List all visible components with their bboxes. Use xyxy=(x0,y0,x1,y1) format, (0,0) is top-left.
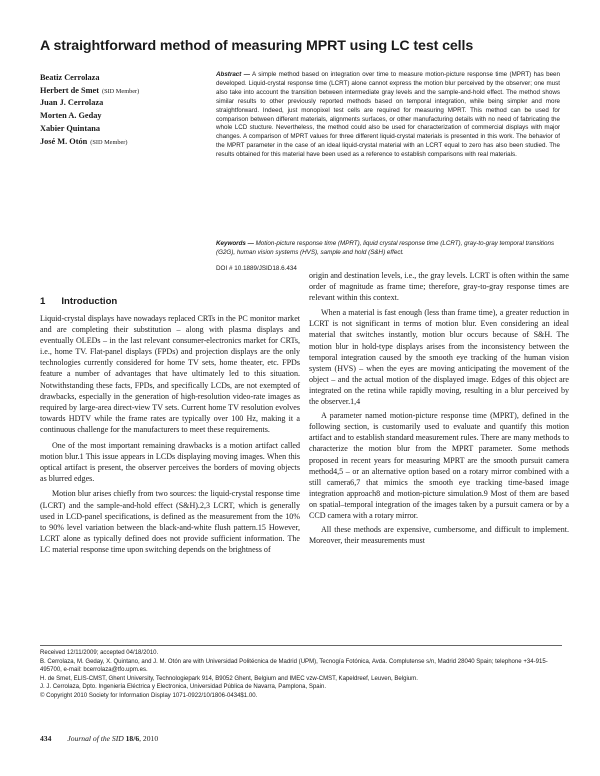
footnote: © Copyright 2010 Society for Information Display 1071-0922/10/1806-0434$1.00. xyxy=(40,692,258,699)
page-number: 434 xyxy=(40,734,52,743)
author-list xyxy=(40,72,210,148)
footnote: J. J. Cerrolaza, Dpto. Ingeniería Eléctrica y Electronica, Universidad Pública de Navarra, Pamplona, Spain. xyxy=(40,684,327,691)
footnote: B. Cerrolaza, M. Geday, X. Quintano, and J. M. Otón are with Universidad Politécnica de Madrid (UPM), Tecnogía Fotónica, Avda. Complutense s/n, Madrid 28040 Spain; telephone +34-915-495700, e-mail: bcerrolaza@tfo.upm.es. xyxy=(40,658,548,674)
paragraph: Motion blur arises chiefly from two sources: the liquid-crystal response time (LCRT) and the sample-and-hold effect (S&H).2,3 LCRT, which is generally used in LCD-panel specifications, is defined as the measurement from the 10% to 90% level variation between the black-and-white flush pattern.15 However, LCRT alone as typically defined does not provide sufficient information. The LC material response time upon switching depends on the brightness of xyxy=(40,489,300,554)
section-title: Introduction xyxy=(61,296,118,307)
journal-volume: 18/6 xyxy=(125,734,140,743)
abstract xyxy=(216,71,560,160)
keywords-label: Keywords — xyxy=(216,240,254,247)
author: José M. Otón (SID Member) xyxy=(40,136,128,146)
footnote: Received 12/11/2009; accepted 04/18/2010. xyxy=(40,650,159,656)
doi: DOI # 10.1889/JSID18.6.434 xyxy=(216,265,297,272)
left-column xyxy=(40,296,300,555)
paragraph: When a material is fast enough (less than frame time), a greater reduction in LCRT is not significant in terms of motion blur. Even considering an ideal material that switches instantly, motion blur occurs because of S&H. The motion blur in hold-type displays arises from the inconsistency between the temporal integration caused by the smooth eye tracking of the human vision system (HVS) – when the eyes are moving anticipating the movement of the object – and the actual motion of the displayed image. Edges of this object are integrated on the retina while rapidly moving, resulting in a blur perceived by the observer.1,4 xyxy=(309,308,569,407)
author: Juan J. Cerrolaza xyxy=(40,98,104,108)
right-column xyxy=(309,270,569,546)
section-heading xyxy=(40,296,300,307)
paper-title: A straightforward method of measuring MPRT using LC test cells xyxy=(40,38,474,54)
keywords xyxy=(216,240,560,258)
author: Beatiz Cerrolaza xyxy=(40,73,100,82)
abstract-label: Abstract — xyxy=(216,71,250,78)
footnotes xyxy=(40,645,562,701)
footnote: H. de Smet, ELIS-CMST, Ghent University, Technologiepark 914, B9052 Ghent, Belgium and IMEC vzw-CMST, Kapeldreef, Leuven, Belgium. xyxy=(40,675,418,682)
abstract-text: A simple method based on integration over time to measure motion-picture response time (MPRT) has been developed. Liquid-crystal response time (LCRT) alone cannot express the motion blur perceived by the observer; one must also take into account the transition between intermediate gray levels and the sample-and-hold effect. The method shows similar results to other previously reported methods based on temporal integration, while being simpler and more straightforward. Indeed, just monopixel test cells are required for measuring MPRT. This method can be used for comparison between different materials, alignments surfaces, or other manufacturing details with no need of fabricating the whole LCD stucture. Nevertheless, the method could also be used for characterization of commercial displays with major changes. A comparison of MPRT values for three different liquid-crystal materials is presented in this work. The behavior of the MPRT parameter in the case of an ideal liquid-crystal material with an LCRT equal to zero has also been studied. The results obtained for this material have been used as a reference to establish comparisons with real materials. xyxy=(216,71,561,159)
journal-year: , 2010 xyxy=(139,734,159,743)
paragraph: origin and destination levels, i.e., the gray levels. LCRT is often within the same order of magnitude as frame time; therefore, gray-to-gray response times are relevant within this context. xyxy=(309,271,569,303)
page-footer xyxy=(40,734,158,743)
paragraph: Liquid-crystal displays have nowadays replaced CRTs in the PC monitor market and are completing their substitution – along with plasma displays and eventually OLEDs – in the last relevant consumer-electronics market for CRTs, i.e., home TV. Flat-panel displays (FPDs) and projection displays are the only technologies currently considered for home TV sets, home theater, etc. FPDs feature a number of advantages that have ultimately led to this situation. Notwithstanding these facts, FPDs, and specifically LCDs, are not exempted of drawbacks, especially in the generation of high-resolution video-rate images as required by large-area direct-view TV sets. Current home TV resolution evolves towards HDTV while the frame rates are typically over 100 Hz, making it a continuous challenge for the manufacturers to meet these requirements. xyxy=(40,314,300,434)
section-number: 1 xyxy=(40,296,46,307)
paragraph: All these methods are expensive, cumbersome, and difficult to implement. Moreover, their measurements must xyxy=(309,525,569,546)
paragraph: One of the most important remaining drawbacks is a motion artifact called motion blur.1 This issue appears in LCDs displaying moving images. When this optical artifact is present, the observer perceives the borders of moving objects as blurred edges. xyxy=(40,441,300,484)
author: Herbert de Smet (SID Member) xyxy=(40,85,140,95)
journal-name: Journal of the SID xyxy=(67,734,124,743)
author: Xabier Quintana xyxy=(40,123,101,133)
author: Morten A. Geday xyxy=(40,111,102,121)
paragraph: A parameter named motion-picture response time (MPRT), defined in the following section, is customarily used to evaluate and quantify this motion artifact and to establish standard measurement rules. There are many methods to characterize the motion blur from the MPRT parameter. Some methods proposed in recent years for measuring MPRT are the smooth pursuit camera method4,5 – or an alternative option based on a rotary mirror combined with a still camera6,7 that mimics the smooth eye tracking time-based image integration approach8 and motion-picture simulation.9 Most of them are based on spatial–temporal integration of the images taken by a pursuit camera or by a CCD camera with a rotary mirror. xyxy=(309,411,569,520)
keywords-text: Motion-picture response time (MPRT), liquid crystal response time (LCRT), gray-to-gray temporal transitions (G2G), human vision systems (HVS), sample and hold (S&H) effect. xyxy=(216,240,555,256)
